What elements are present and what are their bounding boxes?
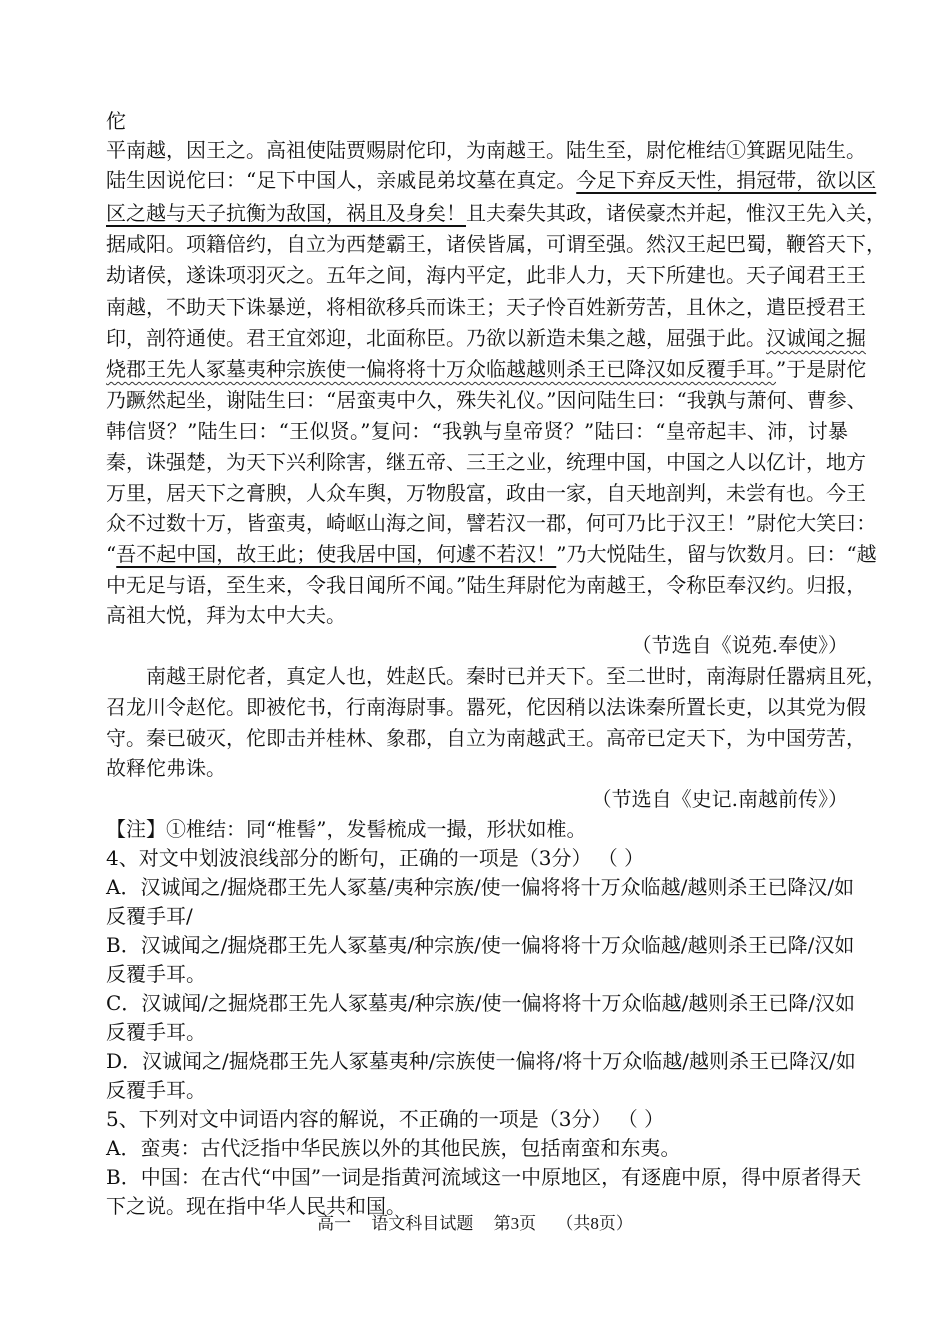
text-line: 乃蹶然起坐，谢陆生曰：“居蛮夷中久，殊失礼仪。”因问陆生曰：“我孰与萧何、曹参、 xyxy=(106,388,867,412)
q4-option-d-cont: 反覆手耳。 xyxy=(106,1078,206,1102)
underlined-sentence: 区之越与天子抗衡为敌国，祸且及身矣！ xyxy=(106,201,466,225)
q4-option-b: B．汉诚闻之/掘烧郡王先人冢墓夷/种宗族/使一偏将将十万众临越/越则杀王已降/汉如 xyxy=(106,933,855,957)
q4-option-c: C．汉诚闻/之掘烧郡王先人冢墓夷/种宗族/使一偏将将十万众临越/越则杀王已降/汉如 xyxy=(106,991,855,1015)
page-footer xyxy=(0,1209,950,1234)
text-line: 佗 xyxy=(106,109,126,133)
footer-page-number: 第3页 xyxy=(493,1214,537,1233)
text-line: 烧郡王先人冢墓夷种宗族使一偏将将十万众临越越则杀王已降汉如反覆手耳。”于是尉佗 xyxy=(106,357,867,381)
text-line: 召龙川令赵佗。即被佗书，行南海尉事。嚣死，佗因稍以法诛秦所置长吏，以其党为假 xyxy=(106,695,866,719)
text-line: 据咸阳。项籍倍约，自立为西楚霸王，诸侯皆属，可谓至强。然汉王起巴蜀，鞭笞天下， xyxy=(106,232,886,256)
q4-option-a-cont: 反覆手耳/ xyxy=(106,904,193,928)
q5-option-b: B．中国：在古代“中国”一词是指黄河流域这一中原地区，有逐鹿中原，得中原者得天 xyxy=(106,1165,862,1189)
q5-option-a: A．蛮夷：古代泛指中华民族以外的其他民族，包括南蛮和东夷。 xyxy=(106,1136,681,1160)
text-line: 众不过数十万，皆蛮夷，崎岖山海之间，譬若汉一郡，何可乃比于汉王！”尉佗大笑曰： xyxy=(106,511,877,535)
source-citation: （节选自《说苑.奉使》） xyxy=(631,633,848,657)
text-line: 守。秦已破灭，佗即击并桂林、象郡，自立为南越武王。高帝已定天下，为中国劳苦， xyxy=(106,726,866,750)
text-line: 陆生因说佗曰：“足下中国人，亲戚昆弟坟墓在真定。今足下弃反天性，捐冠带，欲以区 xyxy=(106,168,877,192)
q5-option-b-cont: 下之说。现在指中华人民共和国。 xyxy=(106,1194,406,1218)
q4-option-b-cont: 反覆手耳。 xyxy=(106,962,206,986)
footer-grade: 高一 xyxy=(317,1214,352,1233)
text-line: 南越，不助天下诛暴逆，将相欲移兵而诛王；天子怜百姓新劳苦，且休之，遣臣授君王 xyxy=(106,295,866,319)
q4-option-d: D．汉诚闻之/掘烧郡王先人冢墓夷种/宗族使一偏将/将十万众临越/越则杀王已降汉/如 xyxy=(106,1049,856,1073)
text-line: “吾不起中国，故王此；使我居中国，何遽不若汉！”乃大悦陆生，留与饮数月。曰：“越 xyxy=(106,542,877,566)
text-line: 秦，诛强楚，为天下兴利除害，继五帝、三王之业，统理中国，中国之人以亿计，地方 xyxy=(106,450,866,474)
question-4-stem: 4、对文中划波浪线部分的断句，正确的一项是（3分） （ ） xyxy=(106,846,645,870)
text-line: 劫诸侯，遂诛项羽灭之。五年之间，海内平定，此非人力，天下所建也。天子闻君王王 xyxy=(106,263,866,287)
q4-option-a: A．汉诚闻之/掘烧郡王先人冢墓/夷种宗族/使一偏将将十万众临越/越则杀王已降汉/如 xyxy=(106,875,855,899)
text-line: 区之越与天子抗衡为敌国，祸且及身矣！且夫秦失其政，诸侯豪杰并起，惟汉王先入关， xyxy=(106,201,886,225)
text-line: 高祖大悦，拜为太中大夫。 xyxy=(106,603,346,627)
source-citation: （节选自《史记.南越前传》） xyxy=(591,787,848,811)
footer-subject: 语文科目试题 xyxy=(371,1214,474,1233)
annotation-note: 【注】①椎结：同“椎髻”，发髻梳成一撮，形状如椎。 xyxy=(106,817,587,841)
wavy-underlined-passage: 汉诚闻之掘 xyxy=(766,326,866,350)
q4-option-c-cont: 反覆手耳。 xyxy=(106,1020,206,1044)
text-line: 韩信贤？”陆生曰：“王似贤。”复问：“我孰与皇帝贤？”陆曰：“皇帝起丰、沛，讨暴 xyxy=(106,419,848,443)
footer-total-pages: （共8页） xyxy=(556,1214,633,1233)
underlined-sentence: 今足下弃反天性，捐冠带，欲以区 xyxy=(576,168,877,192)
underlined-sentence: 吾不起中国，故王此；使我居中国，何遽不若汉！ xyxy=(116,542,557,566)
text-line: 印，剖符通使。君王宜郊迎，北面称臣。乃欲以新造未集之越，屈强于此。汉诚闻之掘 xyxy=(106,326,866,350)
question-5-stem: 5、下列对文中词语内容的解说，不正确的一项是（3分） （ ） xyxy=(106,1107,665,1131)
text-line: 万里，居天下之膏腴，人众车舆，万物殷富，政由一家，自天地剖判，未尝有也。今王 xyxy=(106,481,866,505)
text-line: 平南越，因王之。高祖使陆贾赐尉佗印，为南越王。陆生至，尉佗椎结①箕踞见陆生。 xyxy=(106,138,866,162)
text-line: 中无足与语，至生来，令我日闻所不闻。”陆生拜尉佗为南越王，令称臣奉汉约。归报， xyxy=(106,573,867,597)
wavy-underlined-passage: 烧郡王先人冢墓夷种宗族使一偏将将十万众临越越则杀王已降汉如反覆手耳。 xyxy=(106,357,776,381)
text-line: 南越王尉佗者，真定人也，姓赵氏。秦时已并天下。至二世时，南海尉任嚣病且死， xyxy=(146,664,886,688)
text-line: 故释佗弗诛。 xyxy=(106,756,226,780)
